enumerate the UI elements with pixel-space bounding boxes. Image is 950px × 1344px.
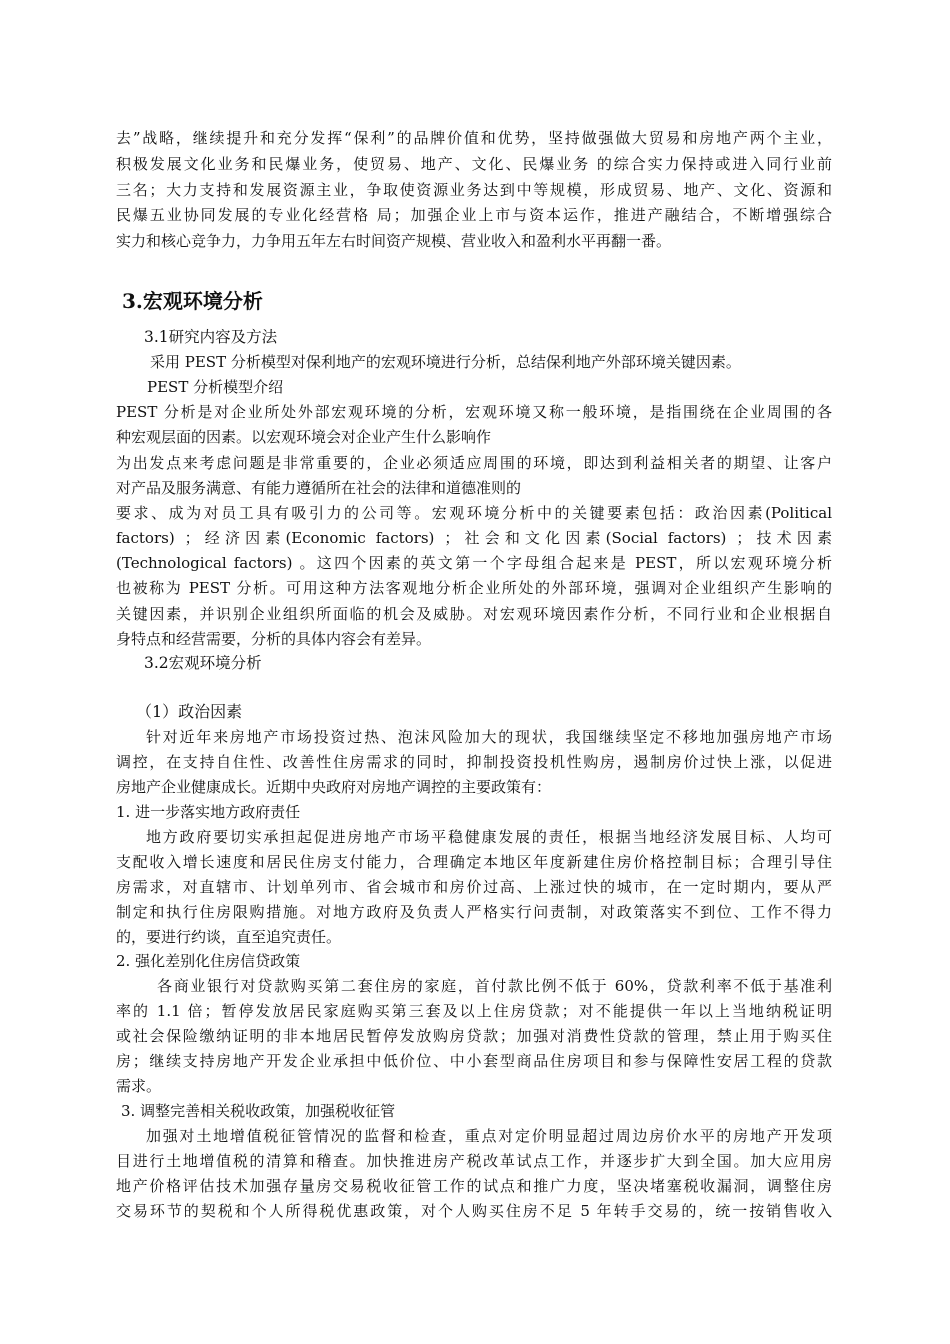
paragraph-line: 为出发点来考虑问题是非常重要的，企业必须适应周围的环境，即达到利益相关者的期望、让客户 bbox=[116, 454, 832, 472]
paragraph-line: 或社会保险缴纳证明的非本地居民暂停发放购房贷款；加强对消费性贷款的管理，禁止用于购买住 bbox=[116, 1027, 832, 1045]
paragraph-line: 身特点和经营需要，分析的具体内容会有差异。 bbox=[116, 630, 432, 648]
paragraph-line: 房；继续支持房地产开发企业承担中低价位、中小套型商品住房项目和参与保障性安居工程的贷款 bbox=[116, 1052, 832, 1070]
subsection-heading: 3.2宏观环境分析 bbox=[144, 654, 262, 672]
paragraph-line: 要求、成为对员工具有吸引力的公司等。宏观环境分析中的关键要素包括：政治因素(Political bbox=[116, 504, 832, 522]
paragraph-line: 房地产企业健康成长。近期中央政府对房地产调控的主要政策有： bbox=[116, 778, 552, 796]
paragraph-line: (Technological factors) 。这四个因素的英文第一个字母组合起来是 PEST，所以宏观环境分析 bbox=[116, 554, 832, 572]
paragraph-line: 房需求，对直辖市、计划单列市、省会城市和房价过高、上涨过快的城市，在一定时期内，要从严 bbox=[116, 878, 832, 896]
section-heading: 3.宏观环境分析 bbox=[122, 289, 263, 313]
paragraph-line: factors) ；经济因素(Economic factors) ；社会和文化因素(Social factors) ；技术因素 bbox=[116, 529, 832, 547]
paragraph-line: 也被称为 PEST 分析。可用这种方法客观地分析企业所处的外部环境，强调对企业组织产生影响的 bbox=[116, 579, 832, 597]
paragraph-line: 各商业银行对贷款购买第二套住房的家庭，首付款比例不低于 60%，贷款利率不低于基准利 bbox=[157, 977, 832, 995]
paragraph-line: 目进行土地增值税的清算和稽查。加快推进房产税改革试点工作，并逐步扩大到全国。加大应用房 bbox=[116, 1152, 832, 1170]
paragraph-line: 去”战略，继续提升和充分发挥“保利”的品牌价值和优势，坚持做强做大贸易和房地产两个主业， bbox=[116, 129, 832, 147]
paragraph-line: PEST 分析是对企业所处外部宏观环境的分析，宏观环境又称一般环境，是指围绕在企业周围的各 bbox=[116, 403, 832, 421]
paragraph-line: 的，要进行约谈，直至追究责任。 bbox=[116, 928, 342, 946]
list-item-heading: 1. 进一步落实地方政府责任 bbox=[116, 803, 301, 821]
paragraph-line: 积极发展文化业务和民爆业务，使贸易、地产、文化、民爆业务 的综合实力保持或进入同行业前 bbox=[116, 155, 832, 173]
paragraph-line: 民爆五业协同发展的专业化经营格 局；加强企业上市与资本运作，推进产融结合，不断增强综合 bbox=[116, 206, 832, 224]
list-item-heading: 2. 强化差别化住房信贷政策 bbox=[116, 952, 301, 970]
paragraph-line: 支配收入增长速度和居民住房支付能力，合理确定本地区年度新建住房价格控制目标；合理引导住 bbox=[116, 853, 832, 871]
paragraph-line: 种宏观层面的因素。以宏观环境会对企业产生什么影响作 bbox=[116, 428, 492, 446]
paragraph-line: 三名；大力支持和发展资源主业，争取使资源业务达到中等规模，形成贸易、地产、文化、资源和 bbox=[116, 181, 832, 199]
list-item-heading: 3. 调整完善相关税收政策，加强税收征管 bbox=[121, 1102, 396, 1120]
paragraph-line: 交易环节的契税和个人所得税优惠政策，对个人购买住房不足 5 年转手交易的，统一按销售收入 bbox=[116, 1202, 832, 1220]
paragraph-line: 对产品及服务满意、有能力遵循所在社会的法律和道德准则的 bbox=[116, 479, 522, 497]
paragraph-line: 加强对土地增值税征管情况的监督和检查，重点对定价明显超过周边房价水平的房地产开发项 bbox=[146, 1127, 832, 1145]
paragraph-line: 地产价格评估技术加强存量房交易税收征管工作的试点和推广力度，坚决堵塞税收漏洞，调整住房 bbox=[116, 1177, 832, 1195]
paragraph-line: 需求。 bbox=[116, 1077, 162, 1095]
paragraph-line: 实力和核心竞争力，力争用五年左右时间资产规模、营业收入和盈利水平再翻一番。 bbox=[116, 232, 672, 250]
subsection-heading: 3.1研究内容及方法 bbox=[144, 328, 278, 346]
paragraph-line: 关键因素，并识别企业组织所面临的机会及威胁。对宏观环境因素作分析，不同行业和企业根据自 bbox=[116, 605, 832, 623]
paragraph-line: 制定和执行住房限购措施。对地方政府及负责人严格实行问责制，对政策落实不到位、工作不得力 bbox=[116, 903, 832, 921]
paragraph-line: 针对近年来房地产市场投资过热、泡沫风险加大的现状，我国继续坚定不移地加强房地产市场 bbox=[146, 728, 832, 746]
subheading: PEST 分析模型介绍 bbox=[147, 378, 284, 396]
paragraph-line: 采用 PEST 分析模型对保利地产的宏观环境进行分析，总结保利地产外部环境关键因素。 bbox=[150, 353, 741, 371]
paragraph-line: 地方政府要切实承担起促进房地产市场平稳健康发展的责任，根据当地经济发展目标、人均可 bbox=[146, 828, 832, 846]
subheading: （1）政治因素 bbox=[136, 702, 243, 721]
paragraph-line: 率的 1.1 倍；暂停发放居民家庭购买第三套及以上住房贷款；对不能提供一年以上当地纳税证明 bbox=[116, 1002, 832, 1020]
paragraph-line: 调控，在支持自住性、改善性住房需求的同时，抑制投资投机性购房，遏制房价过快上涨，以促进 bbox=[116, 753, 832, 771]
